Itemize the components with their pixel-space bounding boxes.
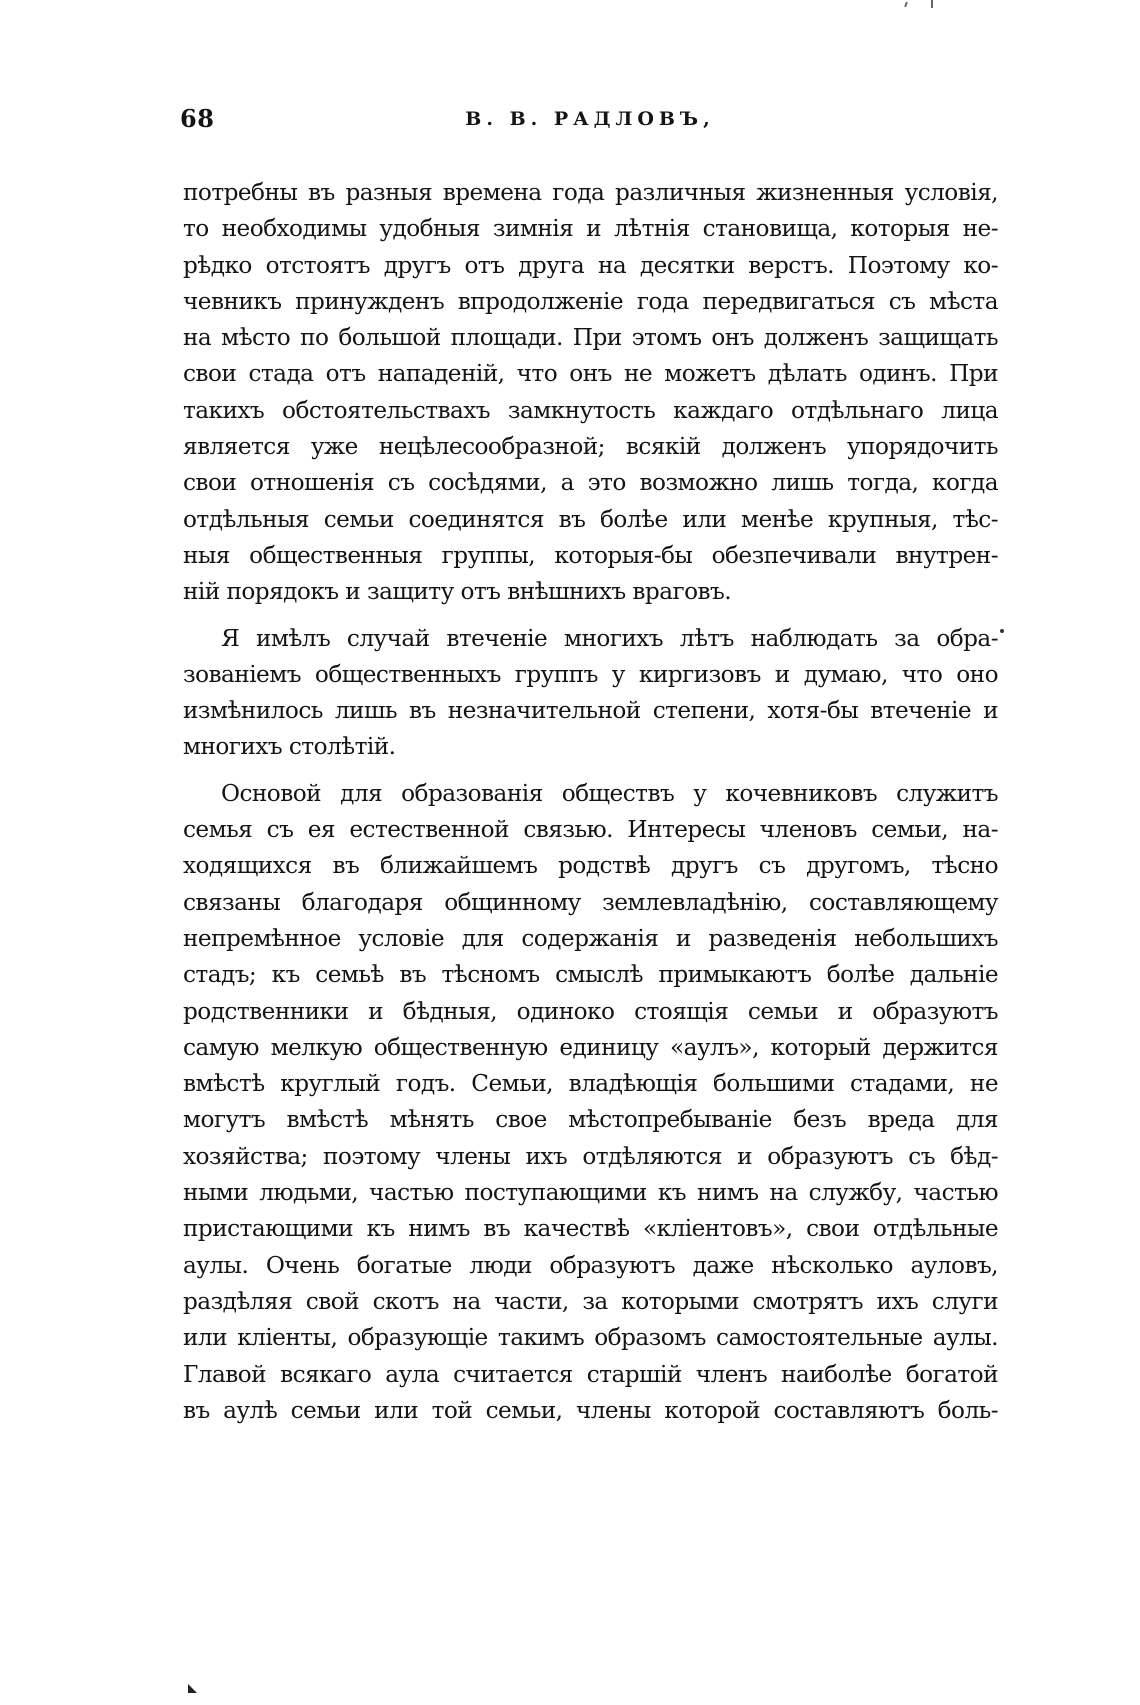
- text-line: въ аулѣ семьи или той семьи, члены которой составляютъ боль-: [183, 1396, 998, 1424]
- text-line: свои отношенія съ сосѣдями, а это возможно лишь тогда, когда: [183, 469, 998, 497]
- text-line: такихъ обстоятельствахъ замкнутость каждаго отдѣльнаго лица: [183, 396, 998, 424]
- page-header: [180, 104, 1000, 144]
- body-text: [183, 175, 998, 1429]
- text-line: родственники и бѣдныя, одиноко стоящія семьи и образуютъ: [183, 997, 998, 1025]
- text-line: хозяйства; поэтому члены ихъ отдѣляются и образуютъ съ бѣд-: [183, 1142, 998, 1170]
- text-line: многихъ столѣтій.: [183, 733, 396, 761]
- text-line: ныя общественныя группы, которыя-бы обезпечивали внутрен-: [183, 541, 998, 569]
- text-line: стадъ; къ семьѣ въ тѣсномъ смыслѣ примыкаютъ болѣе дальніе: [183, 961, 998, 989]
- text-line: аулы. Очень богатые люди образуютъ даже нѣсколько ауловъ,: [183, 1251, 998, 1279]
- text-line: вмѣстѣ круглый годъ. Семьи, владѣющія большими стадами, не: [183, 1070, 998, 1098]
- text-line: свои стада отъ нападеній, что онъ не можетъ дѣлать одинъ. При: [183, 360, 998, 388]
- text-line: ній порядокъ и защиту отъ внѣшнихъ враговъ.: [183, 578, 732, 606]
- paragraph-1: [183, 175, 998, 611]
- text-line: измѣнилось лишь въ незначительной степени, хотя-бы втеченіе и: [183, 697, 998, 725]
- text-line: Я имѣлъ случай втеченіе многихъ лѣтъ наблюдать за обра-: [221, 624, 998, 652]
- text-line: чевникъ принужденъ впродолженіе года передвигаться съ мѣста: [183, 287, 998, 315]
- text-line: связаны благодаря общинному землевладѣнію, составляющему: [183, 888, 998, 916]
- margin-scratch-mark: [905, 0, 935, 10]
- text-line: то необходимы удобныя зимнія и лѣтнія становища, которыя не-: [183, 215, 998, 243]
- text-line: раздѣляя свой скотъ на части, за которыми смотрятъ ихъ слуги: [183, 1287, 998, 1315]
- text-line: пристающими къ нимъ въ качествѣ «кліентовъ», свои отдѣльные: [183, 1215, 998, 1243]
- text-line: или кліенты, образующіе такимъ образомъ самостоятельные аулы.: [183, 1324, 998, 1352]
- text-line: ными людьми, частью поступающими къ нимъ на службу, частью: [183, 1179, 998, 1207]
- text-line: самую мелкую общественную единицу «аулъ», который держится: [183, 1033, 998, 1061]
- page-number: 68: [180, 104, 215, 133]
- margin-dot-mark: [1000, 629, 1004, 633]
- corner-crop-mark: [188, 1684, 197, 1693]
- text-line: непремѣнное условіе для содержанія и разведенія небольшихъ: [183, 924, 998, 952]
- text-line: зованіемъ общественныхъ группъ у киргизовъ и думаю, что оно: [183, 660, 998, 688]
- text-line: могутъ вмѣстѣ мѣнять свое мѣстопребываніе безъ вреда для: [183, 1106, 998, 1134]
- text-line: является уже нецѣлесообразной; всякій долженъ упорядочить: [183, 433, 998, 461]
- text-line: потребны въ разныя времена года различныя жизненныя условія,: [183, 179, 998, 206]
- paragraph-3: [183, 776, 998, 1429]
- text-line: на мѣсто по большой площади. При этомъ онъ долженъ защищать: [183, 324, 998, 352]
- text-line: Основой для образованія обществъ у кочевниковъ служитъ: [221, 779, 998, 807]
- paragraph-2: [183, 621, 998, 766]
- text-line: семья съ ея естественной связью. Интересы членовъ семьи, на-: [183, 816, 998, 844]
- text-line: ходящихся въ ближайшемъ родствѣ другъ съ другомъ, тѣсно: [183, 852, 998, 880]
- text-line: рѣдко отстоятъ другъ отъ друга на десятки верстъ. Поэтому ко-: [183, 251, 998, 279]
- text-line: Главой всякаго аула считается старшій членъ наиболѣе богатой: [183, 1360, 998, 1388]
- running-head: В. В. РАДЛОВЪ,: [465, 108, 715, 130]
- text-line: отдѣльныя семьи соединятся въ болѣе или менѣе крупныя, тѣс-: [183, 505, 998, 533]
